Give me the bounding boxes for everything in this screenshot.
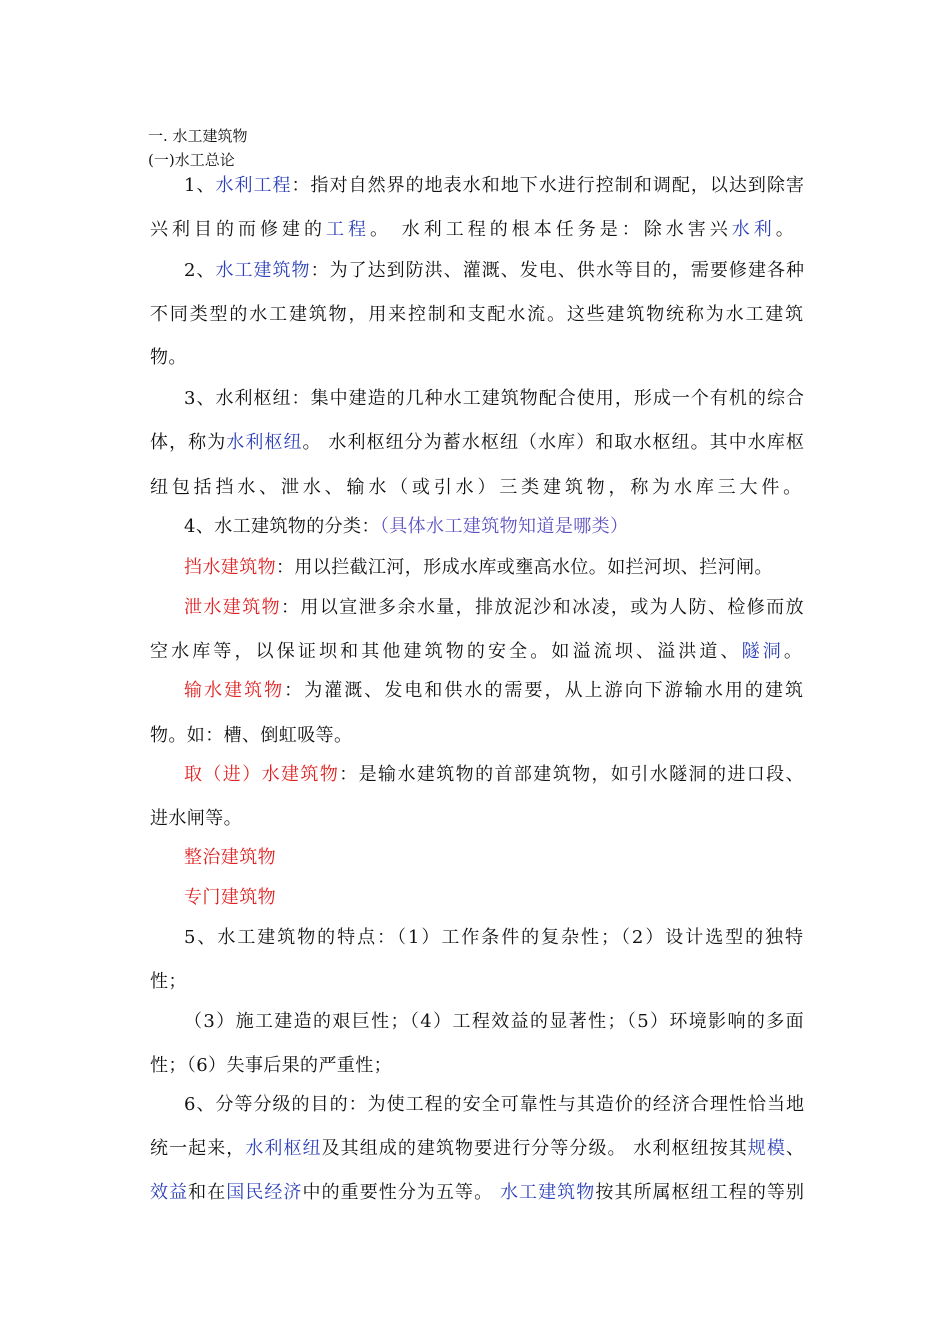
text-line: [150, 1054, 392, 1078]
text-span: 体，称为: [150, 432, 227, 453]
text-span: 4、水工建筑物的分类：: [184, 516, 380, 537]
text-line: [184, 556, 773, 580]
text-span: ：用以拦截江河，形成水库或壅高水位。如拦河坝、拦河闸。: [276, 557, 773, 578]
text-span: 兴利目的而修建的: [150, 219, 326, 240]
text-span: 。 水利枢纽分为蓄水枢纽（水库）和取水枢纽。其中水库枢: [302, 432, 805, 453]
text-span: 。 水利工程的根本任务是：除水害兴: [370, 219, 732, 240]
highlighted-term: 水工建筑物: [215, 260, 311, 281]
text-line: [184, 886, 276, 910]
text-line: [150, 1181, 805, 1205]
text-span: 纽包括挡水、泄水、输水（或引水）三类建筑物，称为水库三大件。: [150, 477, 805, 498]
text-line: [184, 174, 805, 198]
text-span: 空水库等，以保证坝和其他建筑物的安全。如溢流坝、溢洪道、: [150, 641, 742, 662]
text-line: [184, 259, 805, 283]
text-line: [150, 1137, 805, 1161]
text-span: ：为灌溉、发电和供水的需要，从上游向下游输水用的建筑: [284, 680, 806, 701]
text-line: [184, 763, 805, 787]
text-span: 及其组成的建筑物要进行分等分级。 水利枢纽按其: [321, 1138, 748, 1159]
highlighted-term: 水利: [731, 219, 776, 240]
text-line: [150, 807, 242, 831]
highlighted-term: 水利枢纽: [245, 1138, 322, 1159]
highlighted-term: 工程: [326, 219, 370, 240]
highlighted-term: 输水建筑物: [184, 680, 285, 701]
text-span: ：为了达到防洪、灌溉、发电、供水等目的，需要修建各种: [310, 260, 805, 281]
text-line: [150, 476, 805, 500]
text-span: 物。: [150, 347, 187, 368]
text-span: 进水闸等。: [150, 808, 242, 829]
text-span: 和在: [188, 1182, 227, 1203]
text-line: [184, 1010, 805, 1034]
text-line: [184, 1093, 805, 1117]
text-span: ：是输水建筑物的首部建筑物，如引水隧洞的进口段、: [339, 764, 805, 785]
text-line: [184, 926, 805, 950]
text-span: 不同类型的水工建筑物，用来控制和支配水流。这些建筑物统称为水工建筑: [150, 304, 805, 325]
text-span: （3）施工建造的艰巨性；（4）工程效益的显著性；（5）环境影响的多面: [184, 1011, 805, 1032]
highlighted-term: （具体水工建筑物知道是哪类）: [379, 516, 629, 537]
highlighted-term: 规模: [747, 1138, 786, 1159]
text-line: [184, 387, 805, 411]
text-line: [150, 218, 798, 242]
text-line: [184, 846, 276, 870]
text-span: 统一起来，: [150, 1138, 246, 1159]
text-line: [150, 724, 352, 748]
text-span: 性；（6）失事后果的严重性；: [150, 1055, 393, 1076]
text-span: 按其所属枢纽工程的等别: [595, 1182, 806, 1203]
text-span: 3、水利枢纽：集中建造的几种水工建筑物配合使用，形成一个有机的综合: [184, 388, 805, 409]
highlighted-term: 挡水建筑物: [184, 557, 276, 578]
highlighted-term: 水工建筑物: [499, 1182, 596, 1203]
text-span: 5、水工建筑物的特点：（1）工作条件的复杂性；（2）设计选型的独特: [184, 927, 805, 948]
text-span: 2、: [184, 260, 216, 281]
subsection-heading: (一)水工总论: [148, 151, 235, 169]
section-heading: 一. 水工建筑物: [148, 127, 248, 145]
text-line: [184, 515, 628, 539]
text-line: [150, 346, 187, 370]
text-span: 中的重要性分为五等。: [302, 1182, 500, 1203]
text-span: 物。如：槽、倒虹吸等。: [150, 725, 353, 746]
highlighted-term: 效益: [150, 1182, 189, 1203]
highlighted-term: 取（进）水建筑物: [184, 764, 340, 785]
text-line: [150, 970, 187, 994]
text-line: [150, 431, 805, 455]
text-span: 1、: [184, 175, 216, 196]
text-line: [150, 640, 805, 664]
text-line: [150, 303, 805, 327]
highlighted-term: 水利枢纽: [226, 432, 303, 453]
highlighted-term: 泄水建筑物: [184, 597, 282, 618]
text-span: 。: [783, 641, 805, 662]
text-line: [184, 596, 805, 620]
text-span: ：指对自然界的地表水和地下水进行控制和调配，以达到除害: [291, 175, 805, 196]
highlighted-term: 整治建筑物: [184, 847, 276, 868]
text-span: 。: [775, 219, 798, 240]
text-span: 、: [785, 1138, 806, 1159]
highlighted-term: 水利工程: [215, 175, 292, 196]
text-span: ：用以宣泄多余水量，排放泥沙和冰凌，或为人防、检修而放: [281, 597, 805, 618]
text-line: [184, 679, 805, 703]
highlighted-term: 专门建筑物: [184, 887, 276, 908]
highlighted-term: 国民经济: [226, 1182, 303, 1203]
highlighted-term: 隧洞: [741, 641, 784, 662]
text-span: 性；: [150, 971, 187, 992]
text-span: 6、分等分级的目的：为使工程的安全可靠性与其造价的经济合理性恰当地: [184, 1094, 805, 1115]
